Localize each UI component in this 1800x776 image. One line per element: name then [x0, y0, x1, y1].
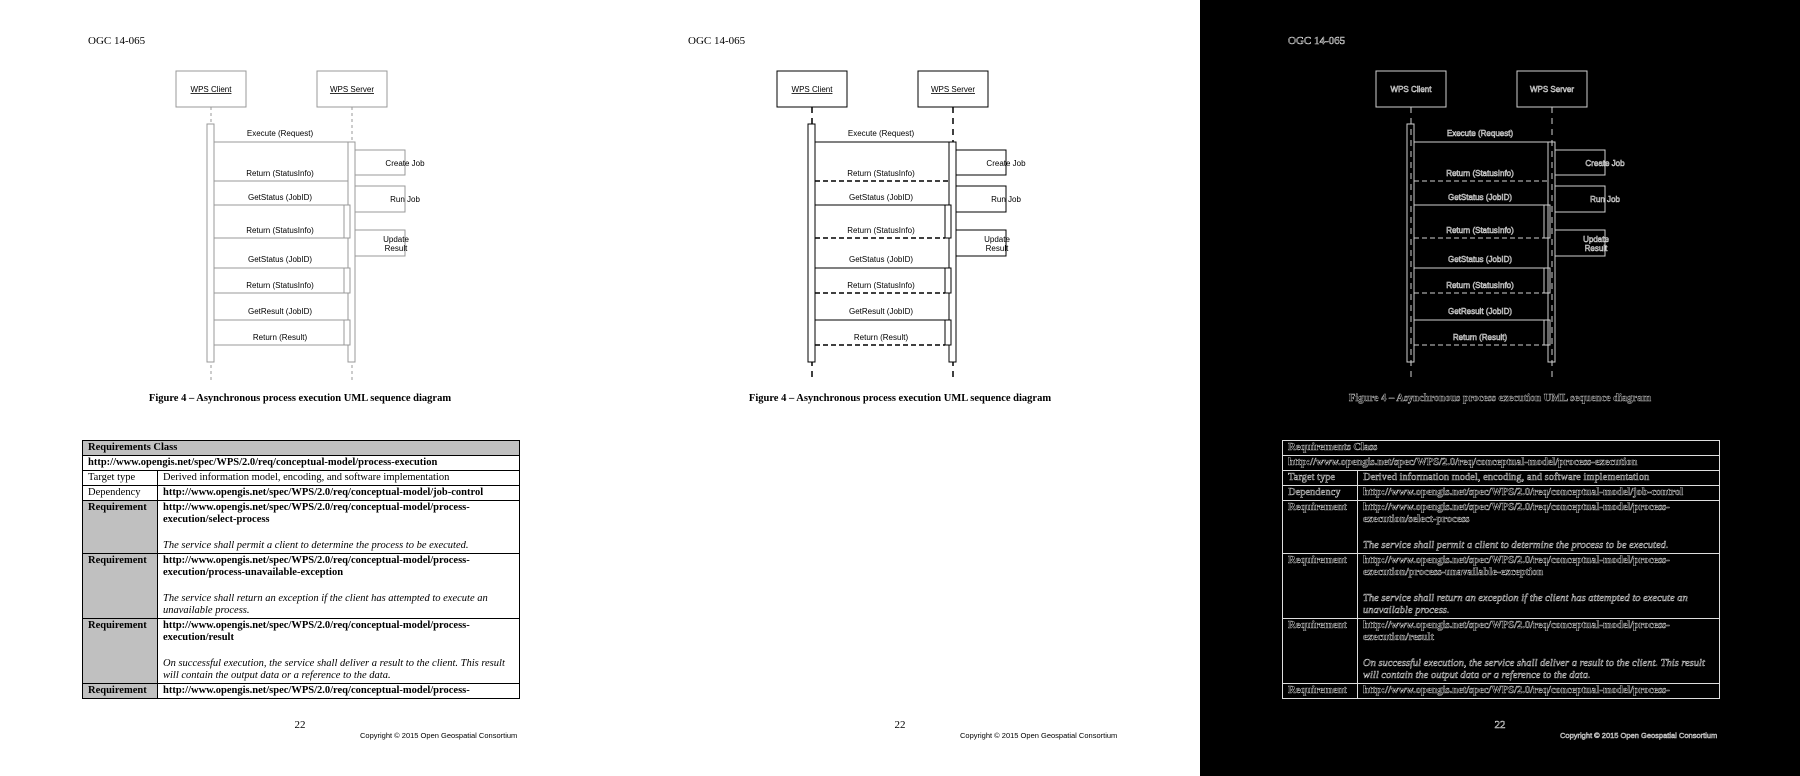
self-call-label: Create Job — [1585, 159, 1625, 168]
message-label: GetStatus (JobID) — [1447, 193, 1513, 202]
requirement-select-process: http://www.opengis.net/spec/WPS/2.0/req/conceptual-model/process- execution/select-process The service shall permit a client to determine the process to be executed. — [158, 501, 520, 554]
message-label: Return (StatusInfo) — [246, 169, 314, 178]
requirement-label: Requirement — [83, 554, 158, 619]
requirement-select-process: http://www.opengis.net/spec/WPS/2.0/req/conceptual-model/process- execution/select-process The service shall permit a client to determine the process to be executed. — [1358, 501, 1720, 554]
message-label: Return (Result) — [1452, 333, 1508, 342]
document-header: OGC 14-065 — [1288, 35, 1346, 47]
message-label: Return (Result) — [853, 333, 909, 342]
self-call-label: Create Job — [385, 159, 425, 168]
document-header: OGC 14-065 — [688, 35, 746, 47]
self-call-label: Update — [984, 235, 1010, 244]
dependency-value: http://www.opengis.net/spec/WPS/2.0/req/conceptual-model/job-control — [158, 486, 520, 501]
requirement-truncated: http://www.opengis.net/spec/WPS/2.0/req/conceptual-model/process- — [158, 684, 520, 699]
page-number: 22 — [1494, 719, 1506, 731]
message-label: Return (StatusInfo) — [246, 281, 314, 290]
page-number: 22 — [294, 719, 306, 731]
message-label: GetResult (JobID) — [848, 307, 914, 316]
message-label: Return (StatusInfo) — [1446, 226, 1514, 235]
message-label: Return (StatusInfo) — [847, 169, 915, 178]
message-label: GetResult (JobID) — [247, 307, 313, 316]
copyright: Copyright © 2015 Open Geospatial Consortium — [1560, 731, 1718, 740]
target-type-label: Target type — [1283, 471, 1358, 486]
dependency-value: http://www.opengis.net/spec/WPS/2.0/req/conceptual-model/job-control — [1358, 486, 1720, 501]
self-call-label: Run Job — [1590, 195, 1620, 204]
message-label: Return (StatusInfo) — [847, 281, 915, 290]
requirement-label: Requirement — [83, 501, 158, 554]
self-call-label: Run Job — [390, 195, 420, 204]
page-rendered — [600, 0, 1200, 776]
requirement-truncated: http://www.opengis.net/spec/WPS/2.0/req/conceptual-model/process- — [1358, 684, 1720, 699]
requirements-class-uri: http://www.opengis.net/spec/WPS/2.0/req/conceptual-model/process-execution — [1283, 456, 1720, 471]
page-original — [0, 0, 600, 776]
requirement-label: Requirement — [83, 684, 158, 699]
copyright: Copyright © 2015 Open Geospatial Consortium — [360, 731, 518, 740]
server-lifeline-label: WPS Server — [329, 85, 375, 94]
requirement-label: Requirement — [1283, 501, 1358, 554]
message-label: GetResult (JobID) — [1447, 307, 1513, 316]
page-overlay — [1200, 0, 1800, 776]
server-lifeline-label: WPS Server — [930, 85, 976, 94]
requirement-result: http://www.opengis.net/spec/WPS/2.0/req/conceptual-model/process- execution/result On successful execution, the service shall deliver a result to the client. This result will contain the output data or a reference to the data. — [1358, 619, 1720, 684]
requirements-table — [82, 440, 520, 699]
self-call-label: Update — [383, 235, 409, 244]
message-label: GetStatus (JobID) — [848, 193, 914, 202]
copyright: Copyright © 2015 Open Geospatial Consortium — [960, 731, 1118, 740]
message-label: GetStatus (JobID) — [1447, 255, 1513, 264]
figure-caption: Figure 4 – Asynchronous process execution UML sequence diagram — [148, 393, 452, 404]
message-label: Return (StatusInfo) — [1446, 281, 1514, 290]
message-label: Execute (Request) — [847, 129, 915, 138]
self-call-label: Run Job — [991, 195, 1021, 204]
message-label: Return (StatusInfo) — [246, 226, 314, 235]
message-label: GetStatus (JobID) — [247, 255, 313, 264]
requirements-class-label: Requirements Class — [83, 441, 520, 456]
dependency-label: Dependency — [1283, 486, 1358, 501]
client-lifeline-label: WPS Client — [791, 85, 833, 94]
figure-caption: Figure 4 – Asynchronous process execution UML sequence diagram — [1348, 393, 1652, 404]
requirement-result: http://www.opengis.net/spec/WPS/2.0/req/conceptual-model/process- execution/result On successful execution, the service shall deliver a result to the client. This result will contain the output data or a reference to the data. — [158, 619, 520, 684]
requirement-label: Requirement — [83, 619, 158, 684]
target-type-value: Derived information model, encoding, and software implementation — [1358, 471, 1720, 486]
dependency-label: Dependency — [83, 486, 158, 501]
requirement-label: Requirement — [1283, 554, 1358, 619]
message-label: GetStatus (JobID) — [247, 193, 313, 202]
self-call-label: Result — [985, 244, 1009, 253]
requirement-unavailable-exception: http://www.opengis.net/spec/WPS/2.0/req/conceptual-model/process- execution/process-unavailable-exception The service shall return an exception if the client has attempted to execute an unavailable process. — [158, 554, 520, 619]
requirement-label: Requirement — [1283, 684, 1358, 699]
requirements-table — [1282, 440, 1720, 699]
requirement-label: Requirement — [1283, 619, 1358, 684]
target-type-value: Derived information model, encoding, and software implementation — [158, 471, 520, 486]
sequence-diagram — [1200, 0, 1800, 390]
message-label: Return (StatusInfo) — [847, 226, 915, 235]
self-call-label: Update — [1583, 235, 1609, 244]
requirements-class-uri: http://www.opengis.net/spec/WPS/2.0/req/conceptual-model/process-execution — [83, 456, 520, 471]
message-label: Execute (Request) — [246, 129, 314, 138]
self-call-label: Result — [384, 244, 408, 253]
requirements-class-label: Requirements Class — [1283, 441, 1720, 456]
client-lifeline-label: WPS Client — [1390, 85, 1432, 94]
self-call-label: Result — [1584, 244, 1608, 253]
message-label: Return (StatusInfo) — [1446, 169, 1514, 178]
target-type-label: Target type — [83, 471, 158, 486]
document-header: OGC 14-065 — [88, 35, 146, 47]
self-call-label: Create Job — [986, 159, 1026, 168]
sequence-diagram — [0, 0, 600, 390]
server-lifeline-label: WPS Server — [1529, 85, 1575, 94]
page-number: 22 — [894, 719, 906, 731]
requirement-unavailable-exception: http://www.opengis.net/spec/WPS/2.0/req/conceptual-model/process- execution/process-unavailable-exception The service shall return an exception if the client has attempted to execute an unavailable process. — [1358, 554, 1720, 619]
message-label: GetStatus (JobID) — [848, 255, 914, 264]
message-label: Return (Result) — [252, 333, 308, 342]
message-label: Execute (Request) — [1446, 129, 1514, 138]
client-lifeline-label: WPS Client — [190, 85, 232, 94]
figure-caption: Figure 4 – Asynchronous process execution UML sequence diagram — [748, 393, 1052, 404]
sequence-diagram — [600, 0, 1200, 390]
